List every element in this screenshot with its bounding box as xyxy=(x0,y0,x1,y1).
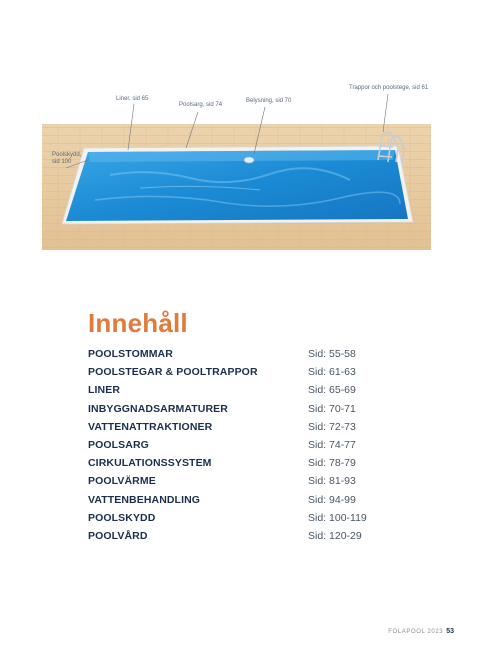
callout-trappor: Trappor och poolstege, sid 61 xyxy=(349,85,429,91)
page-footer xyxy=(388,628,454,635)
toc-item-pages: Sid: 78-79 xyxy=(308,457,356,470)
toc-item-label: CIRKULATIONSSYSTEM xyxy=(88,457,212,470)
toc-item-pages: Sid: 94-99 xyxy=(308,493,356,506)
toc-title: Innehåll xyxy=(88,308,188,338)
toc-list xyxy=(88,348,378,548)
toc-item-inbyggnadsarmaturer[interactable] xyxy=(88,403,378,421)
toc-item-vattenattraktioner[interactable] xyxy=(88,421,378,439)
toc-item-pages: Sid: 72-73 xyxy=(308,420,356,433)
callout-belysning: Belysning, sid 70 xyxy=(246,98,292,104)
toc-item-pages: Sid: 61-63 xyxy=(308,366,356,379)
pool-light-icon xyxy=(244,157,254,163)
toc-item-pages: Sid: 81-93 xyxy=(308,475,356,488)
toc-item-label: VATTENBEHANDLING xyxy=(88,493,201,506)
toc-item-poolskydd[interactable] xyxy=(88,512,378,530)
callout-poolskydd-line1: Poolskydd, xyxy=(52,152,82,158)
toc-item-pages: Sid: 70-71 xyxy=(308,402,356,415)
toc-item-label: POOLVÄRME xyxy=(88,475,156,488)
toc-item-pages: Sid: 100-119 xyxy=(308,511,367,524)
callout-poolskydd-line2: sid 100 xyxy=(52,159,72,165)
toc-item-pages: Sid: 55-58 xyxy=(308,348,356,360)
toc-item-poolstegar[interactable] xyxy=(88,366,378,384)
toc-item-label: POOLVÅRD xyxy=(88,529,148,542)
toc-item-label: POOLSTOMMAR xyxy=(88,348,173,360)
toc-item-pages: Sid: 120-29 xyxy=(308,529,362,542)
toc-item-pages: Sid: 65-69 xyxy=(308,384,356,397)
callout-poolsarg: Poolsarg, sid 74 xyxy=(179,102,223,108)
toc-item-liner[interactable] xyxy=(88,384,378,402)
callout-poolskydd xyxy=(52,152,81,166)
toc-item-pages: Sid: 74-77 xyxy=(308,438,356,451)
footer-publication: FOLAPOOL 2023 xyxy=(388,629,444,635)
toc-item-label: POOLSKYDD xyxy=(88,511,156,524)
toc-item-label: LINER xyxy=(88,384,120,397)
toc-item-label: INBYGGNADSARMATURER xyxy=(88,402,228,415)
toc-item-label: POOLSTEGAR & POOLTRAPPOR xyxy=(88,366,258,379)
toc-item-poolvarme[interactable] xyxy=(88,475,378,493)
toc-item-cirkulationssystem[interactable] xyxy=(88,457,378,475)
callout-liner: Liner, sid 65 xyxy=(116,96,149,102)
toc-item-vattenbehandling[interactable] xyxy=(88,494,378,512)
toc-item-poolvard[interactable] xyxy=(88,530,378,548)
footer-page-number: 53 xyxy=(446,628,454,635)
toc-item-label: VATTENATTRAKTIONER xyxy=(88,420,213,433)
toc-item-poolstommar[interactable] xyxy=(88,348,378,366)
toc-item-poolsarg[interactable] xyxy=(88,439,378,457)
pool-illustration xyxy=(0,0,480,260)
toc-item-label: POOLSARG xyxy=(88,438,149,451)
